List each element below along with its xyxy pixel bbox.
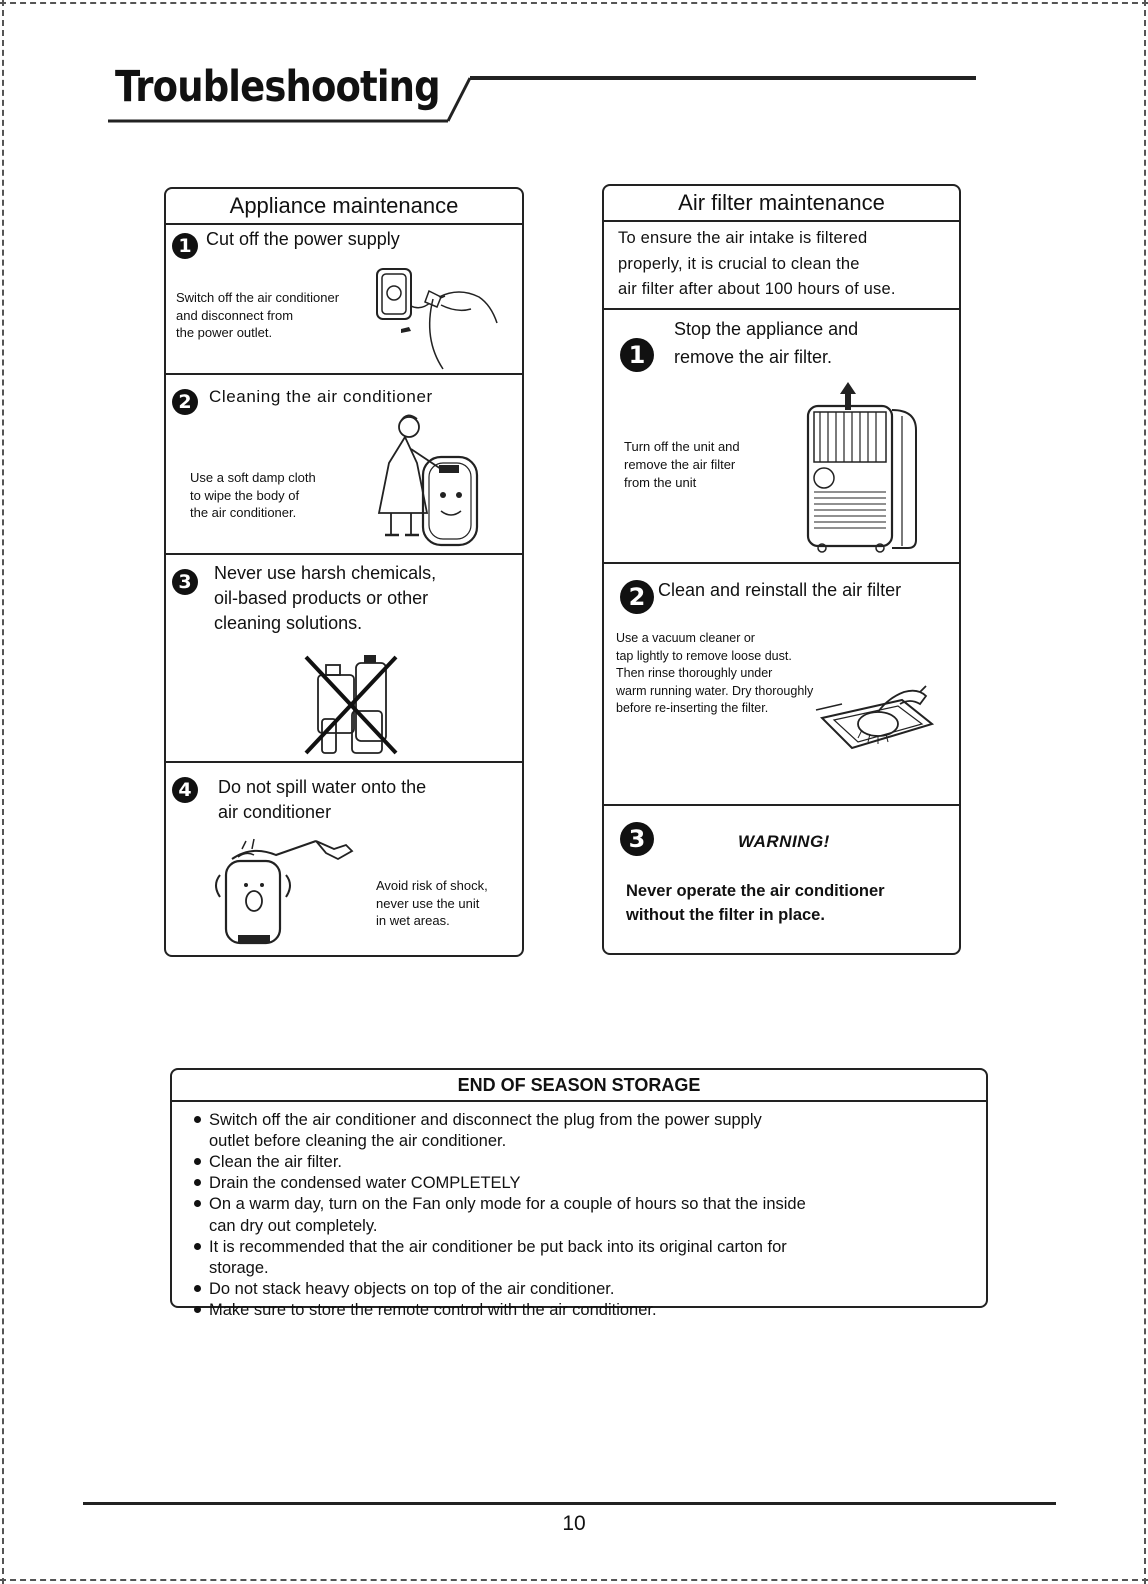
storage-checklist (172, 1102, 986, 1321)
unplug-power-icon (371, 261, 501, 371)
storage-heading: END OF SEASON STORAGE (172, 1070, 986, 1102)
step-instruction: Use a vacuum cleaner or tap lightly to remove loose dust. Then rinse thoroughly under warm running water. Dry thoroughly before re-inserting the filter. (616, 631, 814, 715)
page-title: Troubleshooting (115, 62, 440, 112)
air-filter-maintenance-heading: Air filter maintenance (604, 186, 959, 222)
appliance-step-4 (166, 761, 522, 959)
appliance-step-1 (166, 223, 522, 373)
cut-line-top (0, 2, 1148, 4)
step-instruction: Use a soft damp cloth to wipe the body of the air conditioner. (190, 470, 316, 521)
air-filter-maintenance-panel (602, 184, 961, 955)
appliance-maintenance-heading: Appliance maintenance (166, 189, 522, 225)
step-number-badge: 3 (620, 822, 654, 856)
step-instruction: Avoid risk of shock, never use the unit in wet areas. (376, 878, 488, 929)
list-item: On a warm day, turn on the Fan only mode for a couple of hours so that the inside can dry out completely. (172, 1194, 986, 1236)
air-filter-intro: To ensure the air intake is filtered properly, it is crucial to clean the air filter after about 100 hours of use. (618, 229, 896, 299)
cut-line-left (2, 0, 4, 1584)
person-wiping-unit-illustration (361, 409, 501, 549)
filter-step-2 (604, 562, 959, 804)
warning-title: WARNING! (738, 832, 830, 851)
step-instruction: Switch off the air conditioner and disconnect from the power outlet. (176, 290, 340, 341)
list-item: It is recommended that the air conditioner be put back into its original carton for storage. (172, 1237, 986, 1279)
step-title: Clean and reinstall the air filter (658, 580, 902, 600)
step-number-badge: 4 (172, 777, 198, 803)
list-item: Make sure to store the remote control with the air conditioner. (172, 1300, 986, 1321)
step-title: Never use harsh chemicals, oil-based products or other cleaning solutions. (214, 563, 437, 634)
step-number-badge: 2 (172, 389, 198, 415)
step-instruction: Turn off the unit and remove the air filter from the unit (624, 439, 740, 491)
no-chemicals-icon (296, 649, 406, 759)
filter-step-1 (604, 308, 959, 562)
appliance-step-2 (166, 373, 522, 553)
step-title: Cut off the power supply (206, 229, 400, 249)
filter-step-3 (604, 804, 959, 957)
warning-text: Never operate the air conditioner without the filter in place. (626, 882, 885, 924)
appliance-step-3 (166, 553, 522, 761)
cut-line-right (1144, 0, 1146, 1584)
portable-ac-filter-removal-illustration (800, 376, 930, 556)
list-item: Do not stack heavy objects on top of the air conditioner. (172, 1279, 986, 1300)
water-spill-warning-illustration (202, 835, 362, 945)
page-number: 10 (562, 1512, 586, 1535)
list-item: Drain the condensed water COMPLETELY (172, 1173, 986, 1194)
appliance-maintenance-panel (164, 187, 524, 957)
cut-line-bottom (0, 1579, 1148, 1581)
step-title: Do not spill water onto the air conditioner (218, 777, 427, 823)
step-number-badge: 1 (172, 233, 198, 259)
end-of-season-storage-panel (170, 1068, 988, 1319)
step-title: Cleaning the air conditioner (209, 387, 433, 406)
step-number-badge: 3 (172, 569, 198, 595)
footer-rule (83, 1502, 1056, 1505)
list-item: Clean the air filter. (172, 1152, 986, 1173)
list-item: Switch off the air conditioner and disconnect the plug from the power supply outlet before cleaning the air conditioner. (172, 1110, 986, 1152)
step-title: Stop the appliance and remove the air filter. (674, 319, 859, 367)
vacuum-filter-illustration (816, 688, 946, 788)
step-number-badge: 1 (620, 338, 654, 372)
step-number-badge: 2 (620, 580, 654, 614)
